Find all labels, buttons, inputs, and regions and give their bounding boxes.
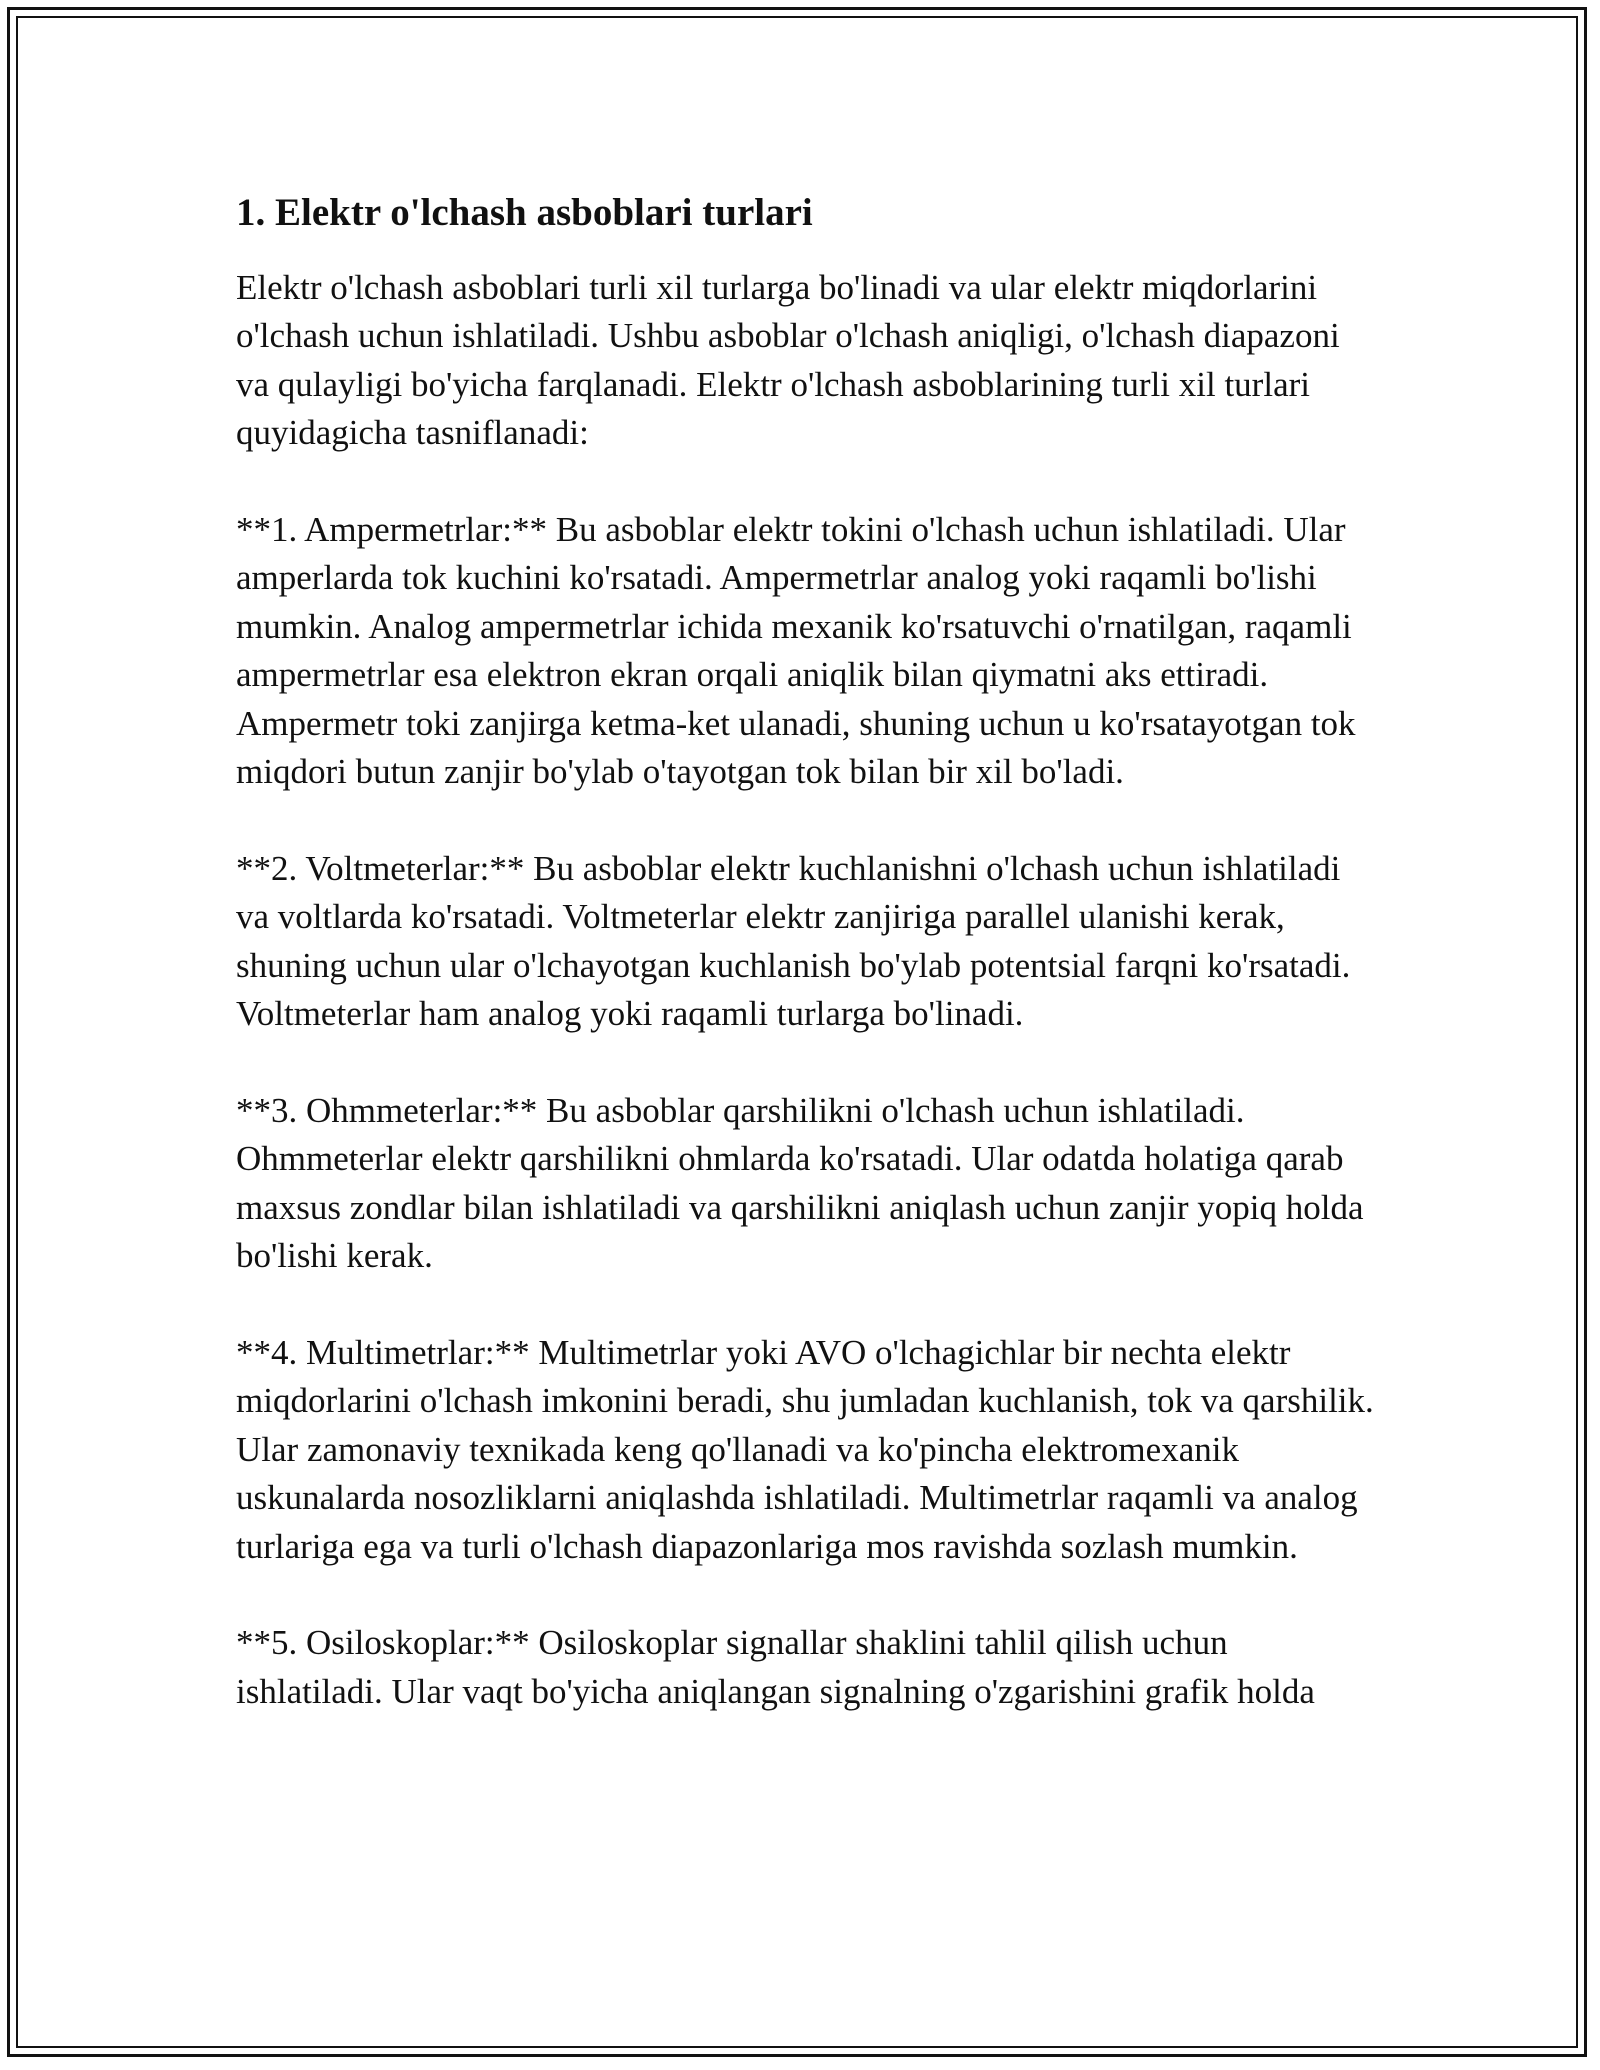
section-heading: 1. Elektr o'lchash asboblari turlari	[236, 191, 813, 234]
voltmeterlar-paragraph: **2. Voltmeterlar:** Bu asboblar elektr kuchlanishni o'lchash uchun ishlatiladi va voltlarda ko'rsatadi. Voltmeterlar elektr zanjiriga parallel ulanishi kerak, shuning uchun ular o'lchayotgan kuchlanish bo'ylab potentsial farqni ko'rsatadi. Voltmeterlar ham analog yoki raqamli turlarga bo'linadi.	[236, 848, 1351, 1034]
ampermetrlar-paragraph: **1. Ampermetrlar:** Bu asboblar elektr tokini o'lchash uchun ishlatiladi. Ular amperlarda tok kuchini ko'rsatadi. Ampermetrlar analog yoki raqamli bo'lishi mumkin. Analog ampermetrlar ichida mexanik ko'rsatuvchi o'rnatilgan, raqamli ampermetrlar esa elektron ekran orqali aniqlik bilan qiymatni aks ettiradi. Ampermetr toki zanjirga ketma-ket ulanadi, shuning uchun u ko'rsatayotgan tok miqdori butun zanjir bo'ylab o'tayotgan tok bilan bir xil bo'ladi.	[236, 510, 1356, 792]
document-body	[236, 186, 1376, 1765]
intro-paragraph: Elektr o'lchash asboblari turli xil turlarga bo'linadi va ular elektr miqdorlarini o'lchash uchun ishlatiladi. Ushbu asboblar o'lchash aniqligi, o'lchash diapazoni va qulayligi bo'yicha farqlanadi. Elektr o'lchash asboblarining turli xil turlari quyidagicha tasniflanadi:	[236, 268, 1340, 453]
osiloskoplar-paragraph: **5. Osiloskoplar:** Osiloskoplar signallar shaklini tahlil qilish uchun ishlatiladi. Ular vaqt bo'yicha aniqlangan signalning o'zgarishini grafik holda	[236, 1623, 1315, 1711]
ohmmeterlar-paragraph: **3. Ohmmeterlar:** Bu asboblar qarshilikni o'lchash uchun ishlatiladi. Ohmmeterlar elektr qarshilikni ohmlarda ko'rsatadi. Ular odatda holatiga qarab maxsus zondlar bilan ishlatiladi va qarshilikni aniqlash uchun zanjir yopiq holda bo'lishi kerak.	[236, 1090, 1364, 1276]
multimetrlar-paragraph: **4. Multimetrlar:** Multimetrlar yoki AVO o'lchagichlar bir nechta elektr miqdorlarini o'lchash imkonini beradi, shu jumladan kuchlanish, tok va qarshilik. Ular zamonaviy texnikada keng qo'llanadi va ko'pincha elektromexanik uskunalarda nosozliklarni aniqlashda ishlatiladi. Multimetrlar raqamli va analog turlariga ega va turli o'lchash diapazonlariga mos ravishda sozlash mumkin.	[236, 1332, 1374, 1566]
